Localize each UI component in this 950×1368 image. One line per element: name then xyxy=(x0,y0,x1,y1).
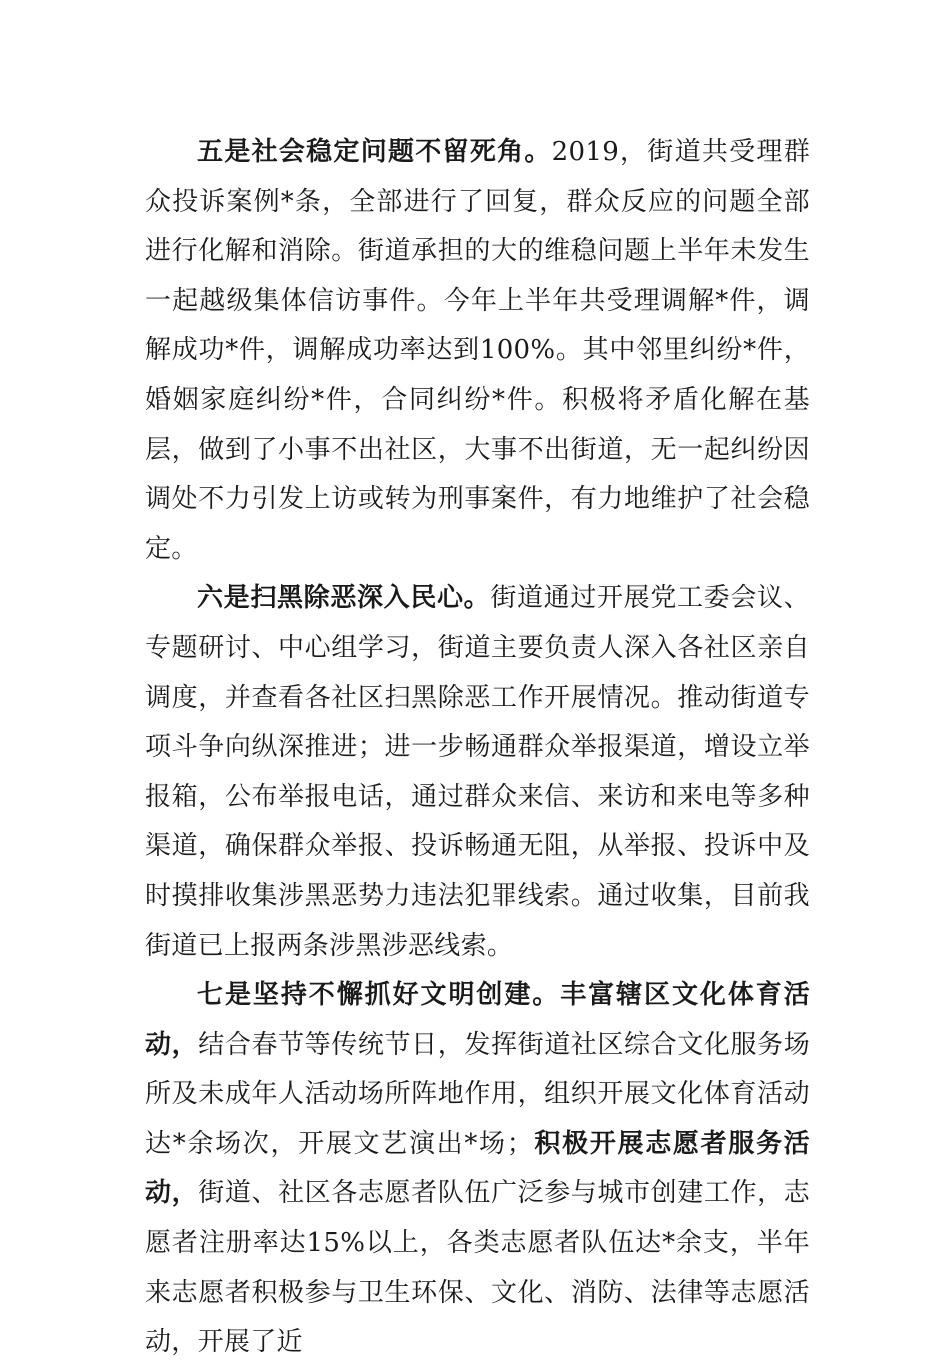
paragraph-civilization xyxy=(145,971,810,1368)
document-page xyxy=(145,128,810,1368)
paragraph-lead-civilization: 七是坚持不懈抓好文明创建。 xyxy=(197,980,561,1011)
paragraph-body-anti-crime: 街道通过开展党工委会议、专题研讨、中心组学习，街道主要负责人深入各社区亲自调度，并查看各社区扫黑除恶工作开展情况。推动街道专项斗争向纵深推进；进一步畅通群众举报渠道，增设立举报箱，公布举报电话，通过群众来信、来访和来电等多种渠道，确保群众举报、投诉畅通无阻，从举报、投诉中及时摸排收集涉黑恶势力违法犯罪线索。通过收集，目前我街道已上报两条涉黑涉恶线索。 xyxy=(145,583,810,961)
paragraph-lead-anti-crime: 六是扫黑除恶深入民心。 xyxy=(197,583,491,614)
paragraph-lead-social-stability: 五是社会稳定问题不留死角。 xyxy=(197,137,552,167)
paragraph-anti-crime xyxy=(145,574,810,971)
paragraph-social-stability xyxy=(145,128,810,574)
paragraph-text-volunteer: 街道、社区各志愿者队伍广泛参与城市创建工作，志愿者注册率达15%以上，各类志愿者队伍达*余支，半年来志愿者积极参与卫生环保、文化、消防、法律等志愿活动，开展了近 xyxy=(145,1178,810,1358)
subheading-culture-sports: 丰富辖区文化体育活动， xyxy=(145,980,811,1060)
paragraph-text-culture-sports: 结合春节等传统节日，发挥街道社区综合文化服务场所及未成年人活动场所阵地作用，组织开展文化体育活动达*余场次，开展文艺演出*场； xyxy=(145,1029,810,1159)
paragraph-body-social-stability: 2019，街道共受理群众投诉案例*条，全部进行了回复，群众反应的问题全部进行化解和消除。街道承担的大的维稳问题上半年未发生一起越级集体信访事件。今年上半年共受理调解*件，调解成功*件，调解成功率达到100%。其中邻里纠纷*件，婚姻家庭纠纷*件，合同纠纷*件。积极将矛盾化解在基层，做到了小事不出社区，大事不出街道，无一起纠纷因调处不力引发上访或转为刑事案件，有力地维护了社会稳定。 xyxy=(145,137,811,564)
subheading-volunteer: 积极开展志愿者服务活动， xyxy=(145,1128,810,1209)
